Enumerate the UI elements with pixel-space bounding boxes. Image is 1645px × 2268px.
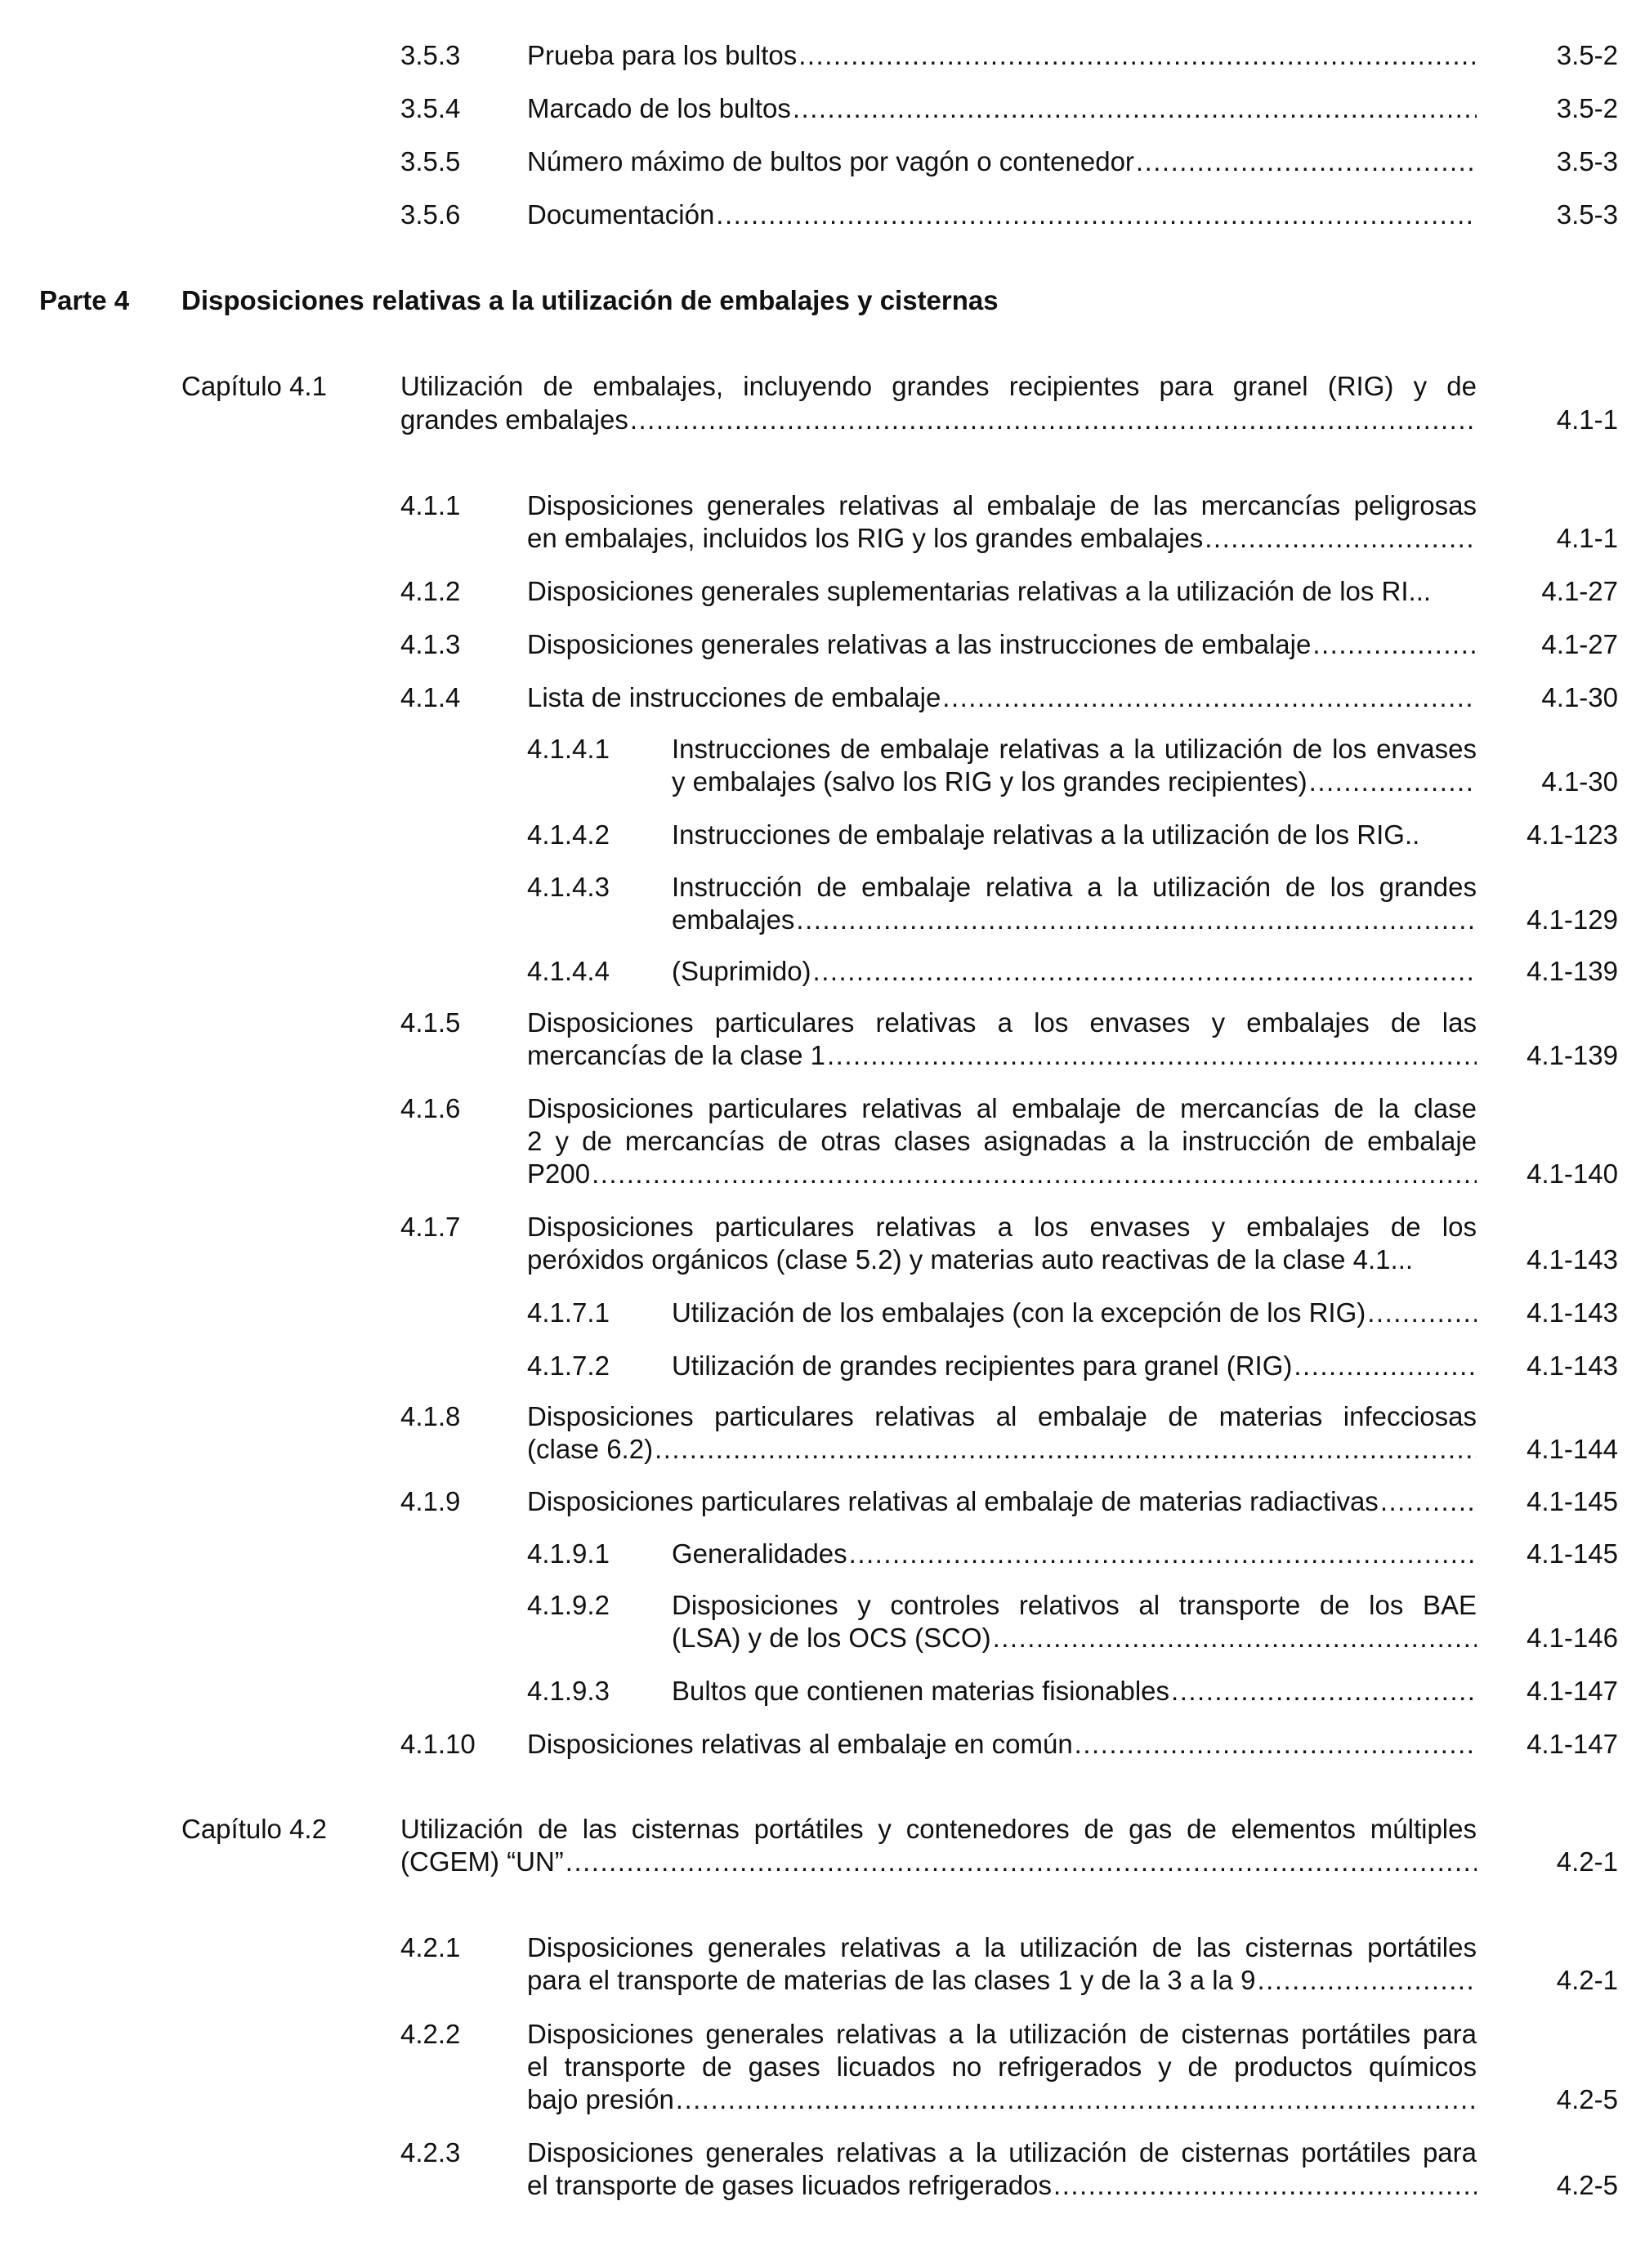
entry-title-line: Disposiciones particulares relativas a los envases y embalajes de los [527, 1212, 1477, 1242]
entry-number: 4.1.4.4 [527, 956, 610, 986]
entry-title-line: Disposiciones generales relativas al embalaje de las mercancías peligrosas [527, 490, 1477, 520]
entry-page: 4.1-123 [1527, 819, 1618, 850]
entry-page: 4.1-27 [1541, 576, 1618, 606]
dot-leader [1308, 766, 1477, 798]
entry-page: 4.1-144 [1527, 1434, 1618, 1464]
entry-title-line: Disposiciones generales relativas a la utilización de las cisternas portátiles [527, 1932, 1477, 1962]
dot-leader [653, 1433, 1477, 1466]
chapter-title-line: Utilización de embalajes, incluyendo grandes recipientes para granel (RIG) y de [400, 371, 1477, 401]
entry-number: 4.1.9.3 [527, 1676, 610, 1706]
entry-number: 3.5.6 [400, 199, 461, 230]
entry-page: 4.1-145 [1527, 1486, 1618, 1516]
entry-page: 4.1-147 [1527, 1676, 1618, 1706]
dot-leader [797, 39, 1477, 72]
entry-title: Disposiciones relativas al embalaje en común ..... [527, 1728, 1477, 1761]
entry-page: 4.1-139 [1527, 956, 1618, 986]
entry-title: Número máximo de bultos por vagón o contenedor ..... [527, 145, 1477, 178]
chapter-label: Capítulo 4.1 [181, 371, 327, 401]
dot-leader [991, 1622, 1477, 1654]
dot-leader [941, 681, 1477, 714]
entry-title-line: Instrucciones de embalaje relativas a la utilización de los envases [672, 734, 1477, 764]
entry-number: 4.1.6 [400, 1093, 461, 1123]
chapter-title-line: (CGEM) “UN” ..... [400, 1846, 1477, 1878]
entry-number: 4.1.7.1 [527, 1297, 610, 1328]
dot-leader [1311, 628, 1477, 661]
entry-number: 4.1.9 [400, 1486, 461, 1516]
entry-title-line: (LSA) y de los OCS (SCO) ..... [672, 1622, 1477, 1654]
dot-leader [628, 404, 1477, 436]
entry-title: (Suprimido) ..... [672, 955, 1477, 988]
entry-page: 4.1-143 [1527, 1244, 1618, 1275]
entry-page: 4.1-143 [1527, 1297, 1618, 1328]
entry-title-line: el transporte de gases licuados refrigerados ..... [527, 2169, 1477, 2202]
entry-number: 4.1.8 [400, 1401, 461, 1431]
dot-leader [811, 955, 1477, 988]
dot-leader [674, 2083, 1477, 2116]
entry-title-line: bajo presión ..... [527, 2083, 1477, 2116]
entry-title-line: Disposiciones particulares relativas al embalaje de materias infecciosas [527, 1401, 1477, 1431]
dot-leader [1203, 522, 1477, 555]
dot-leader [791, 92, 1477, 125]
entry-page: 4.2-5 [1556, 2170, 1618, 2200]
entry-title: Disposiciones generales relativas a las instrucciones de embalaje ..... [527, 628, 1477, 661]
dot-leader [825, 1039, 1477, 1072]
entry-title-line: mercancías de la clase 1 ..... [527, 1039, 1477, 1072]
entry-number: 4.2.2 [400, 2019, 461, 2049]
entry-page: 4.1-30 [1541, 682, 1618, 712]
entry-number: 3.5.4 [400, 93, 461, 123]
dot-leader [590, 1158, 1477, 1190]
entry-page: 4.2-1 [1556, 1965, 1618, 1995]
entry-number: 4.2.1 [400, 1932, 461, 1962]
entry-number: 4.1.5 [400, 1007, 461, 1038]
dot-leader [564, 1846, 1477, 1878]
entry-page: 3.5-2 [1556, 93, 1618, 123]
entry-number: 4.1.4 [400, 682, 461, 712]
dot-leader [1052, 2169, 1477, 2202]
entry-number: 3.5.3 [400, 40, 461, 70]
entry-page: 4.1-27 [1541, 629, 1618, 659]
entry-number: 4.1.1 [400, 490, 461, 520]
entry-title-line: Disposiciones generales relativas a la utilización de cisternas portátiles para [527, 2137, 1477, 2168]
entry-title: Disposiciones generales suplementarias relativas a la utilización de los RI... [527, 576, 1432, 606]
entry-page: 4.2-5 [1556, 2084, 1618, 2114]
part-title: Disposiciones relativas a la utilización de embalajes y cisternas [181, 285, 999, 315]
entry-title-line: peróxidos orgánicos (clase 5.2) y materias auto reactivas de la clase 4.1... [527, 1244, 1414, 1275]
entry-number: 4.1.9.2 [527, 1590, 610, 1620]
entry-title-line: y embalajes (salvo los RIG y los grandes recipientes) ..... [672, 766, 1477, 798]
entry-title-line: en embalajes, incluidos los RIG y los grandes embalajes ..... [527, 522, 1477, 555]
dot-leader [1379, 1485, 1477, 1518]
dot-leader [1366, 1297, 1477, 1329]
entry-number: 4.1.3 [400, 629, 461, 659]
entry-title-line: (clase 6.2) ..... [527, 1433, 1477, 1466]
chapter-title-line: Utilización de las cisternas portátiles y contenedores de gas de elementos múltiples [400, 1814, 1477, 1844]
entry-title: Documentación ..... [527, 199, 1477, 231]
dot-leader [1073, 1728, 1477, 1761]
entry-page: 4.1-140 [1527, 1159, 1618, 1189]
entry-page: 4.1-143 [1527, 1351, 1618, 1381]
entry-page: 4.1-147 [1527, 1729, 1618, 1759]
chapter-label: Capítulo 4.2 [181, 1814, 327, 1844]
entry-page: 3.5-3 [1556, 199, 1618, 230]
entry-number: 4.1.7.2 [527, 1351, 610, 1381]
entry-title: Instrucciones de embalaje relativas a la utilización de los RIG.. [672, 819, 1420, 850]
entry-number: 4.1.4.1 [527, 734, 610, 764]
dot-leader [794, 904, 1477, 936]
entry-title-line: para el transporte de materias de las clases 1 y de la 3 a la 9 ..... [527, 1964, 1477, 1997]
entry-title-line: Disposiciones particulares relativas a los envases y embalajes de las [527, 1007, 1477, 1038]
entry-title-line: 2 y de mercancías de otras clases asignadas a la instrucción de embalaje [527, 1126, 1477, 1156]
entry-title: Generalidades ..... [672, 1538, 1477, 1570]
entry-number: 4.1.4.3 [527, 872, 610, 902]
chapter-title-line: grandes embalajes ..... [400, 404, 1477, 436]
entry-page: 4.1-145 [1527, 1538, 1618, 1569]
dot-leader [1256, 1964, 1477, 1997]
entry-number: 4.1.10 [400, 1729, 476, 1759]
entry-title: Marcado de los bultos ..... [527, 92, 1477, 125]
dot-leader [714, 199, 1477, 231]
part-label: Parte 4 [39, 285, 130, 315]
entry-number: 4.2.3 [400, 2137, 461, 2168]
entry-title-line: P200 ..... [527, 1158, 1477, 1190]
entry-title-line: Instrucción de embalaje relativa a la utilización de los grandes [672, 872, 1477, 902]
entry-title-line: embalajes ..... [672, 904, 1477, 936]
entry-page: 3.5-2 [1556, 40, 1618, 70]
entry-page: 4.1-30 [1541, 766, 1618, 797]
entry-title-line: el transporte de gases licuados no refrigerados y de productos químicos [527, 2051, 1477, 2082]
entry-title: Lista de instrucciones de embalaje ..... [527, 681, 1477, 714]
entry-title: Bultos que contienen materias fisionables ..... [672, 1675, 1477, 1708]
entry-number: 4.1.7 [400, 1212, 461, 1242]
entry-page: 4.1-139 [1527, 1040, 1618, 1070]
entry-page: 4.1-1 [1556, 523, 1618, 553]
entry-page: 4.2-1 [1556, 1846, 1618, 1877]
entry-title: Utilización de grandes recipientes para granel (RIG) ..... [672, 1350, 1477, 1382]
dot-leader [1292, 1350, 1477, 1382]
entry-title-line: Disposiciones y controles relativos al transporte de los BAE [672, 1590, 1477, 1620]
entry-title: Utilización de los embalajes (con la excepción de los RIG) ..... [672, 1297, 1477, 1329]
entry-number: 4.1.4.2 [527, 819, 610, 850]
entry-number: 4.1.2 [400, 576, 461, 606]
entry-title-line: Disposiciones generales relativas a la utilización de cisternas portátiles para [527, 2019, 1477, 2049]
entry-title: Disposiciones particulares relativas al embalaje de materias radiactivas ..... [527, 1485, 1477, 1518]
entry-page: 4.1-1 [1556, 404, 1618, 435]
entry-number: 4.1.9.1 [527, 1538, 610, 1569]
dot-leader [1169, 1675, 1477, 1708]
entry-title-line: Disposiciones particulares relativas al embalaje de mercancías de la clase [527, 1093, 1477, 1123]
entry-page: 3.5-3 [1556, 146, 1618, 176]
dot-leader [1134, 145, 1477, 178]
entry-title: Prueba para los bultos ..... [527, 39, 1477, 72]
entry-number: 3.5.5 [400, 146, 461, 176]
dot-leader [847, 1538, 1477, 1570]
entry-page: 4.1-129 [1527, 904, 1618, 935]
entry-page: 4.1-146 [1527, 1623, 1618, 1653]
